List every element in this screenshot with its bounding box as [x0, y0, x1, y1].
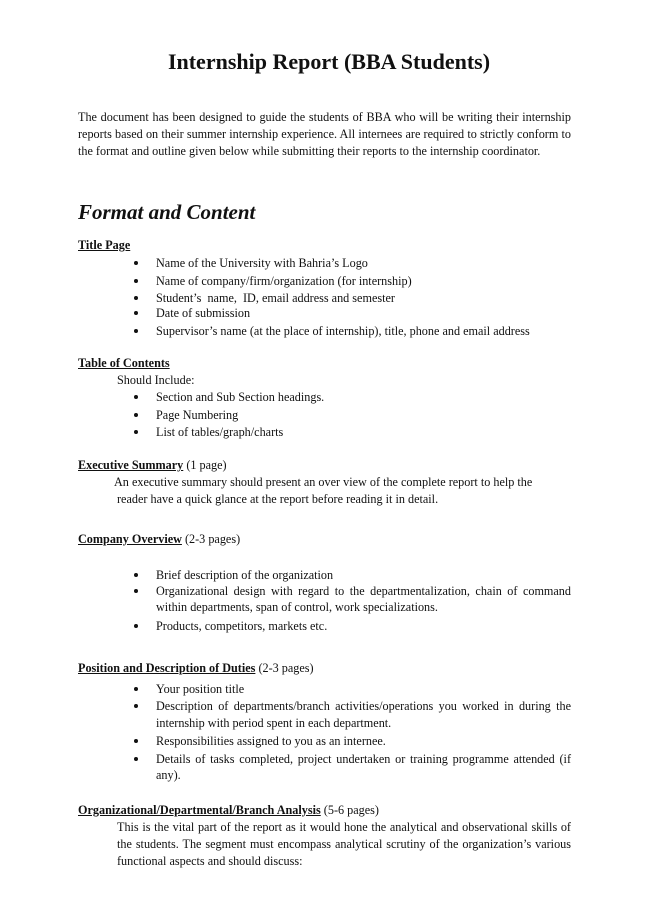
analysis-paragraph: This is the vital part of the report as it would hone the analytical and observational skills of the students. The segment must encompass analytical scrutiny of the organization’s various functional aspects and should discuss: — [117, 820, 571, 868]
page-count-note: (2-3 pages) — [255, 661, 314, 675]
bullet-icon — [134, 757, 138, 761]
bullet-icon — [134, 395, 138, 399]
bullet-icon — [134, 413, 138, 417]
toc-lead: Should Include: — [117, 373, 195, 387]
bullet-icon — [134, 329, 138, 333]
list-item: Description of departments/branch activities/operations you worked in during the internship with period spent in each department. — [130, 698, 571, 731]
bullet-icon — [134, 296, 138, 300]
duties-list — [130, 681, 571, 784]
bullet-icon — [134, 589, 138, 593]
company-overview-list — [130, 567, 571, 634]
list-item: Responsibilities assigned to you as an internee. — [130, 733, 571, 750]
format-heading: Format and Content — [78, 200, 256, 224]
title-page-list — [130, 255, 571, 340]
document-title: Internship Report (BBA Students) — [167, 49, 491, 74]
list-item: Your position title — [130, 681, 571, 698]
section-heading-label: Table of Contents — [78, 356, 170, 370]
page-count-note: (1 page) — [183, 458, 227, 472]
analysis-heading — [78, 802, 379, 819]
page-count-note: (5-6 pages) — [320, 803, 379, 817]
section-heading-label: Title Page — [78, 238, 131, 252]
section-heading-label: Position and Description of Duties — [78, 661, 256, 675]
bullet-icon — [134, 624, 138, 628]
page-count-note: (2-3 pages) — [181, 532, 241, 546]
list-item: Supervisor’s name (at the place of internship), title, phone and email address — [130, 323, 571, 340]
bullet-icon — [134, 430, 138, 434]
bullet-icon — [134, 279, 138, 283]
bullet-icon — [134, 687, 138, 691]
toc-heading — [78, 355, 170, 372]
list-item: Section and Sub Section headings. — [130, 389, 571, 406]
list-item: Date of submission — [130, 305, 571, 322]
toc-list — [130, 389, 571, 441]
title-page-heading — [78, 237, 130, 254]
section-heading-label: Company Overview — [78, 532, 182, 546]
company-overview-heading — [78, 531, 240, 548]
list-item: Name of company/firm/organization (for internship) — [130, 273, 571, 290]
bullet-icon — [134, 739, 138, 743]
bullet-icon — [134, 311, 138, 315]
intro-paragraph: The document has been designed to guide the students of BBA who will be writing their internship reports based on their summer internship experience. All internees are required to strictly conform to the format and outline given below while submitting their reports to the internship coordinator. — [78, 110, 571, 158]
bullet-icon — [134, 573, 138, 577]
bullet-icon — [134, 261, 138, 265]
list-item: Student’s name, ID, email address and semester — [130, 290, 571, 307]
list-item: Products, competitors, markets etc. — [130, 618, 571, 635]
executive-summary-line-2: reader have a quick glance at the report before reading it in detail. — [117, 492, 439, 506]
section-heading-label: Executive Summary — [78, 458, 184, 472]
executive-summary-heading — [78, 457, 227, 474]
list-item: List of tables/graph/charts — [130, 424, 571, 441]
duties-heading — [78, 660, 314, 677]
list-item: Brief description of the organization — [130, 567, 571, 584]
bullet-icon — [134, 704, 138, 708]
list-item: Details of tasks completed, project undertaken or training programme attended (if any). — [130, 751, 571, 784]
list-item: Name of the University with Bahria’s Logo — [130, 255, 571, 272]
list-item: Organizational design with regard to the departmentalization, chain of command within departments, span of control, work specializations. — [130, 583, 571, 616]
executive-summary-line-1: An executive summary should present an over view of the complete report to help the — [114, 475, 533, 489]
list-item: Page Numbering — [130, 407, 571, 424]
section-heading-label: Organizational/Departmental/Branch Analysis — [78, 803, 321, 817]
